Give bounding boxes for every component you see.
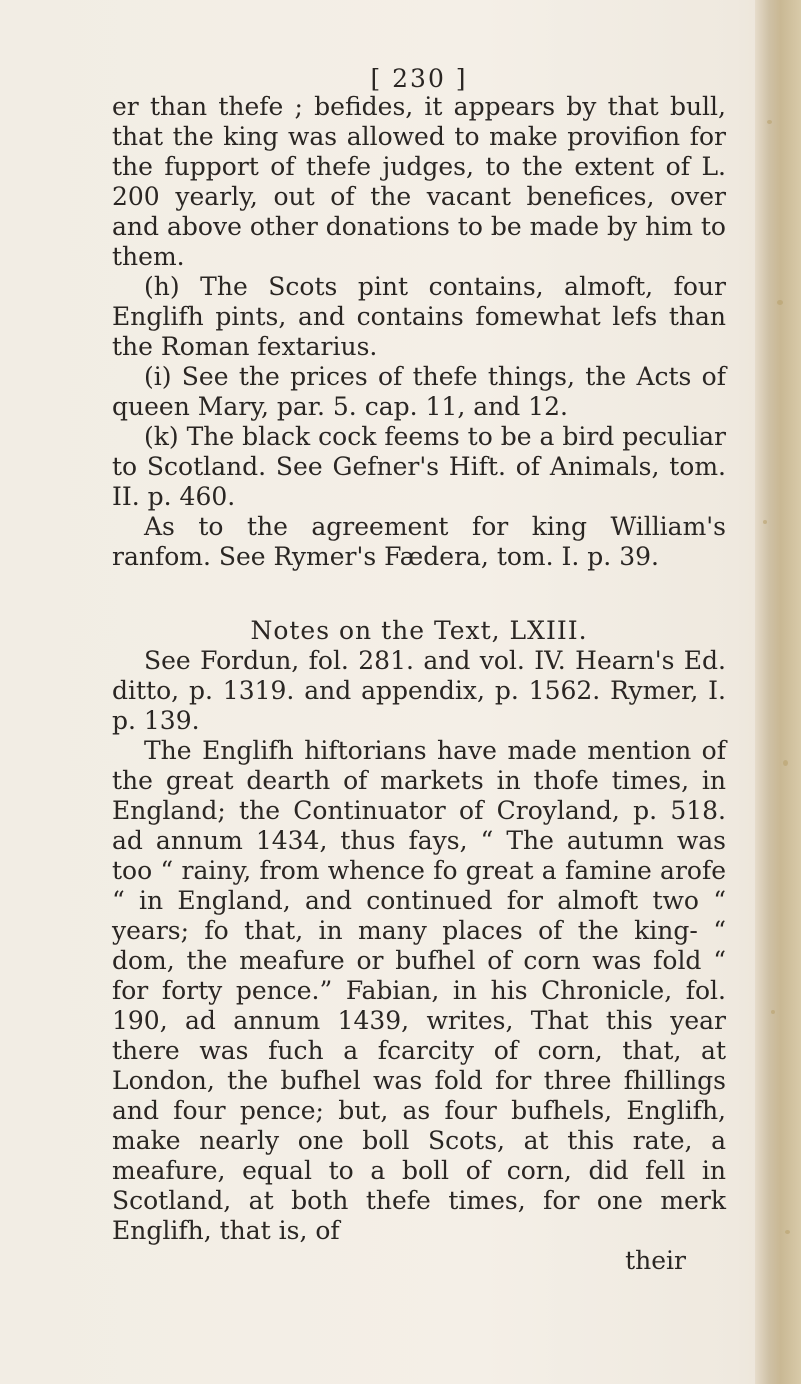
paragraph: (k) The black cock feems to be a bird peculiar to Scotland. See Gefner's Hift. of Animals, tom. II. p. 460.: [112, 422, 726, 511]
note-paragraph: The Englifh hiftorians have made mention of the great dearth of markets in thofe times, in England; the Continuator of Croyland, p. 518. ad annum 1434, thus fays, “ The autumn was too “ rainy, from whence fo great a famine arofe “ in England, and continued for almoft two “ years; fo that, in many places of the king- “ dom, the meafure or bufhel of corn was fold “ for forty pence.” Fabian, in his Chronicle, fol. 190, ad annum 1439, writes, That this year there was fuch a fcarcity of corn, that, at London, the bufhel was fold for three fhillings and four pence; but, as four bufhels, Englifh, make nearly one boll Scots, at this rate, a meafure, equal to a boll of corn, did fell in Scotland, at both thefe times, for one merk Englifh, that is, of: [112, 736, 726, 1245]
section-heading: Notes on the Text, LXIII.: [250, 616, 588, 645]
catchword: their: [625, 1246, 686, 1275]
paragraph: er than thefe ; befides, it appears by that bull, that the king was allowed to make provifion for the fupport of thefe judges, to the extent of L. 200 yearly, out of the vacant benefices, over and above other donations to be made by him to them.: [112, 92, 726, 271]
page-edge: [755, 0, 801, 1384]
paragraph: As to the agreement for king William's ranfom. See Rymer's Fædera, tom. I. p. 39.: [112, 512, 726, 571]
page-text: [112, 64, 726, 1276]
paragraph: (h) The Scots pint contains, almoft, four Englifh pints, and contains fomewhat lefs than the Roman fextarius.: [112, 272, 726, 361]
page-number: [ 230 ]: [370, 64, 468, 93]
note-paragraph: See Fordun, fol. 281. and vol. IV. Hearn's Ed. ditto, p. 1319. and appendix, p. 1562. Rymer, I. p. 139.: [112, 646, 726, 735]
paragraph: (i) See the prices of thefe things, the Acts of queen Mary, par. 5. cap. 11, and 12.: [112, 362, 726, 421]
